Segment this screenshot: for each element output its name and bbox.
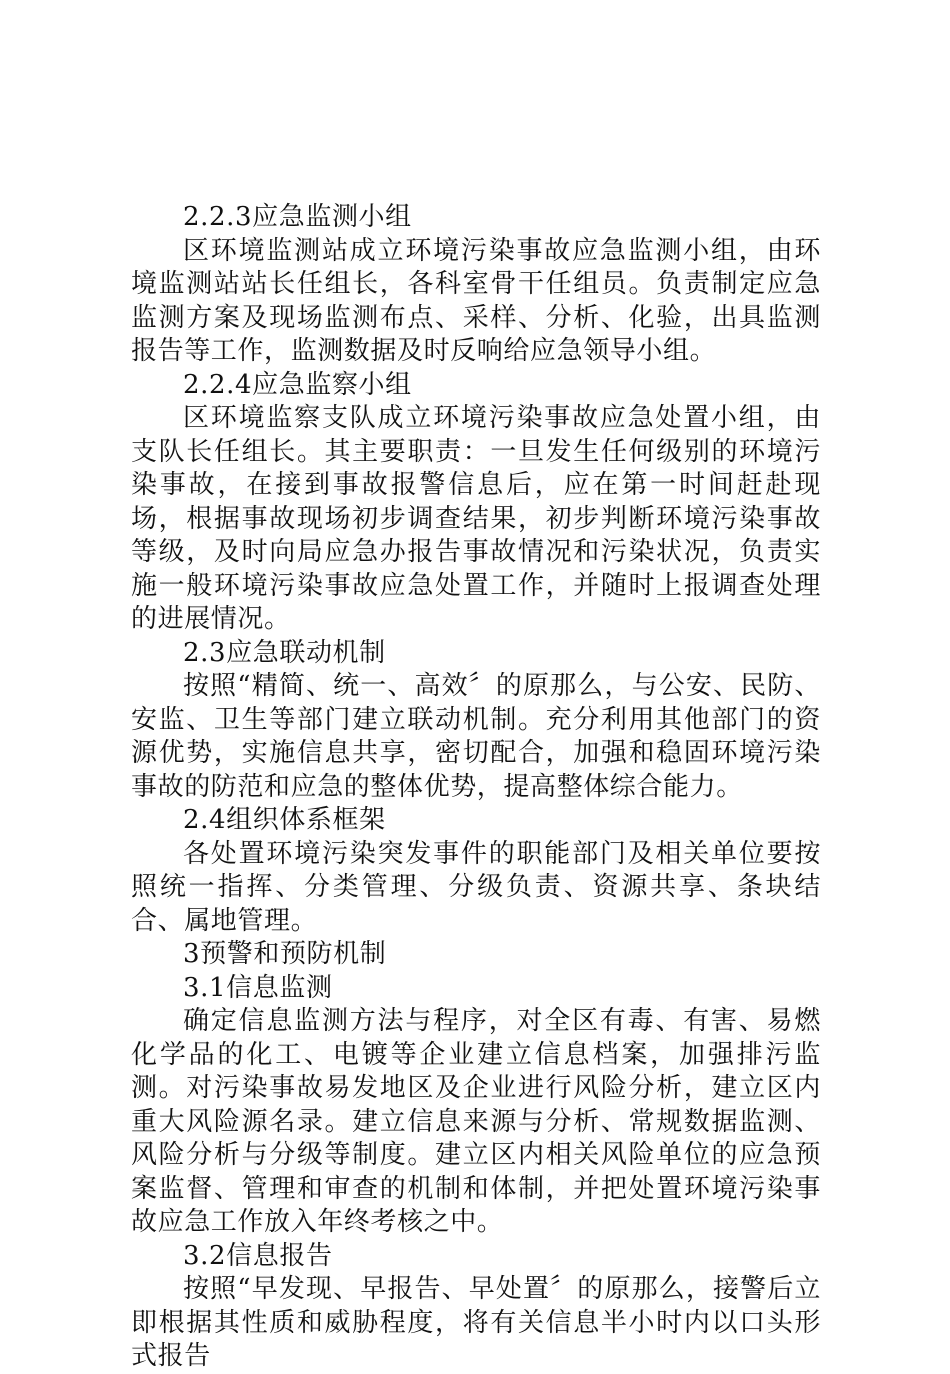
heading-2-2-4: 2.2.4应急监察小组 [183,369,412,400]
paragraph-monitoring-team: 区环境监测站成立环境污染事故应急监测小组，由环境监测站站长任组长，各科室骨干任组员。负责制定应急监测方案及现场监测布点、采样、分析、化验，出具监测报告等工作，监测数据及时反响给应急领导小组。 [131,235,821,366]
document-body [131,201,821,1374]
heading-2-3: 2.3应急联动机制 [183,637,386,668]
heading-2-4: 2.4组织体系框架 [183,805,386,835]
paragraph-information-report: 按照“早发现、早报告、早处置〞的原那么，接警后立即根据其性质和威胁程度，将有关信息半小时内以口头形式报告 [131,1274,821,1371]
heading-2-2-3: 2.2.3应急监测小组 [183,202,412,232]
heading-3-1: 3.1信息监测 [183,972,333,1003]
heading-3-2: 3.2信息报告 [183,1240,333,1271]
paragraph-inspection-team: 区环境监察支队成立环境污染事故应急处置小组，由支队长任组长。其主要职责：一旦发生任何级别的环境污染事故，在接到事故报警信息后，应在第一时间赶赴现场，根据事故现场初步调查结果，初步判断环境污染事故等级，及时向局应急办报告事故情况和污染状况，负责实施一般环境污染事故应急处置工作，并随时上报调查处理的进展情况。 [131,403,821,634]
paragraph-linkage-mechanism: 按照“精简、统一、高效〞的原那么，与公安、民防、安监、卫生等部门建立联动机制。充分利用其他部门的资源优势，实施信息共享，密切配合，加强和稳固环境污染事故的防范和应急的整体优势，提高整体综合能力。 [131,671,821,802]
paragraph-organization-framework: 各处置环境污染突发事件的职能部门及相关单位要按照统一指挥、分类管理、分级负责、资源共享、条块结合、属地管理。 [131,838,821,936]
paragraph-information-monitoring: 确定信息监测方法与程序，对全区有毒、有害、易燃化学品的化工、电镀等企业建立信息档案，加强排污监测。对污染事故易发地区及企业进行风险分析，建立区内重大风险源名录。建立信息来源与分析、常规数据监测、风险分析与分级等制度。建立区内相关风险单位的应急预案监督、管理和审查的机制和体制，并把处置环境污染事故应急工作放入年终考核之中。 [131,1006,821,1237]
heading-3: 3预警和预防机制 [183,939,387,969]
